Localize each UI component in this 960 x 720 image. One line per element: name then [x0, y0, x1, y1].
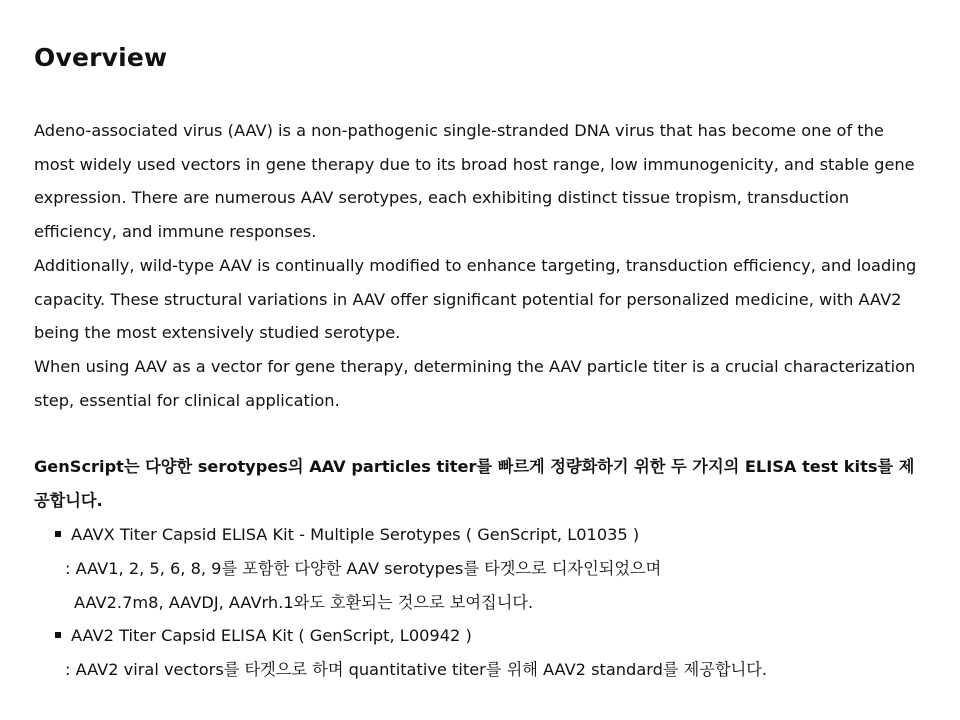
intro-paragraph-1: Adeno-associated virus (AAV) is a non-pathogenic single-stranded DNA virus that has become one of the most widely used vectors in gene therapy due to its broad host range, low immunogenicity, and stable gene expression. There are numerous AAV serotypes, each exhibiting distinct tissue tropism, transduction efficiency, and immune responses.	[34, 121, 915, 242]
kit-name: AAV2 Titer Capsid ELISA Kit ( GenScript, L00942 )	[71, 626, 472, 646]
list-item-aav2-kit	[34, 619, 960, 686]
intro-paragraph-2: Additionally, wild-type AAV is continually modified to enhance targeting, transduction efficiency, and loading capacity. These structural variations in AAV offer significant potential for personalized medicine, with AAV2 being the most extensively studied serotype.	[34, 255, 917, 343]
kit-description	[65, 552, 960, 619]
intro-text	[34, 114, 924, 417]
section-title: Overview	[34, 43, 168, 72]
kit-name: AAVX Titer Capsid ELISA Kit - Multiple Serotypes ( GenScript, L01035 )	[71, 525, 640, 545]
square-bullet-icon	[55, 632, 61, 638]
kits-highlight-text: GenScript는 다양한 serotypes의 AAV particles titer를 빠르게 정량화하기 위한 두 가지의 ELISA test kits를 제공합니다.	[34, 457, 915, 511]
elisa-kit-list	[34, 518, 960, 687]
intro-paragraph-3: When using AAV as a vector for gene therapy, determining the AAV particle titer is a crucial characterization step, essential for clinical application.	[34, 356, 916, 410]
kit-description-line: : AAV2 viral vectors를 타겟으로 하며 quantitative titer를 위해 AAV2 standard를 제공합니다.	[65, 660, 768, 680]
kit-description-line: : AAV1, 2, 5, 6, 8, 9를 포함한 다양한 AAV serotypes를 타겟으로 디자인되었으며	[65, 559, 662, 579]
kit-description-line: AAV2.7m8, AAVDJ, AAVrh.1와도 호환되는 것으로 보여집니다.	[74, 592, 534, 612]
square-bullet-icon	[55, 531, 61, 537]
kit-description	[65, 653, 960, 687]
list-item-aavx-kit	[34, 518, 960, 619]
